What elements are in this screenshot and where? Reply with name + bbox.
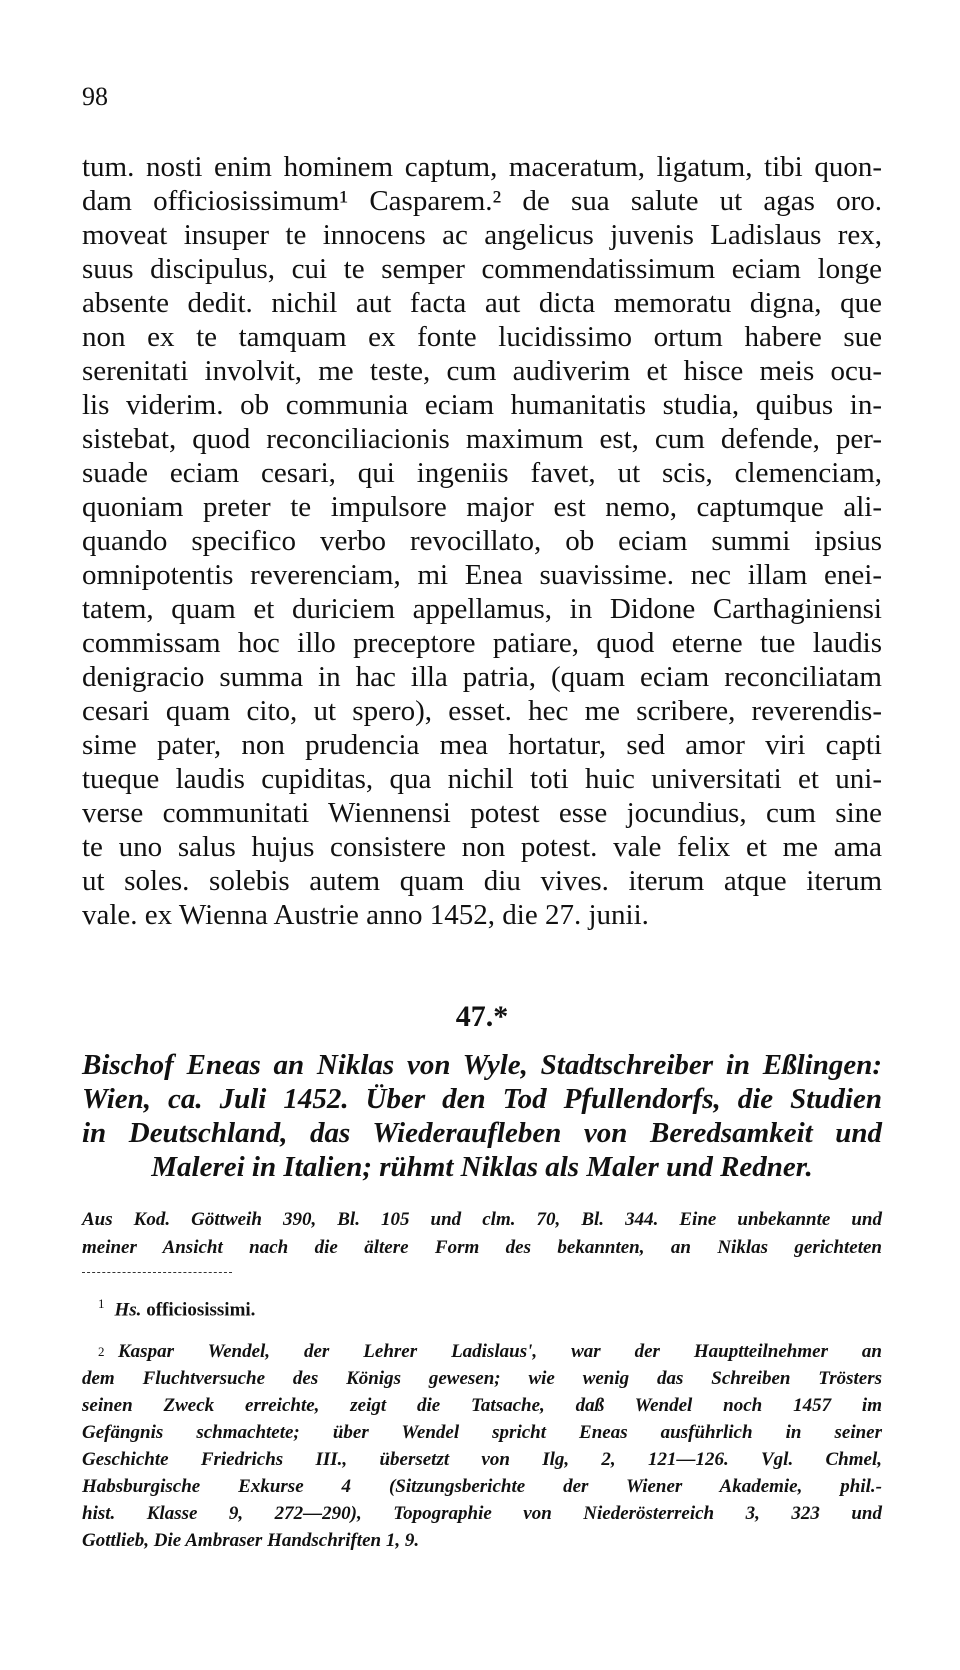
text-line: absente dedit. nichil aut facta aut dicta memoratu digna, que bbox=[82, 287, 882, 319]
source-line: Aus Kod. Göttweih 390, Bl. 105 und clm. 70, Bl. 344. Eine unbekannte und bbox=[82, 1209, 882, 1230]
text-line: omnipotentis reverenciam, mi Enea suavissime. nec illam enei- bbox=[82, 559, 882, 591]
heading-line: Wien, ca. Juli 1452. Über den Tod Pfullendorfs, die Studien bbox=[82, 1083, 882, 1115]
footnote-line: Gottlieb, Die Ambraser Handschriften 1, 9. bbox=[82, 1530, 420, 1551]
text-line: moveat insuper te innocens ac angelicus juvenis Ladislaus rex, bbox=[82, 219, 882, 251]
text-line: ut soles. solebis autem quam diu vives. iterum atque iterum bbox=[82, 865, 882, 897]
footnote-line: Habsburgische Exkurse 4 (Sitzungsberichte der Wiener Akademie, phil.- bbox=[82, 1476, 882, 1497]
text-line: vale. ex Wienna Austrie anno 1452, die 27. junii. bbox=[82, 899, 649, 931]
text-line: denigracio summa in hac illa patria, (quam eciam reconciliatam bbox=[82, 661, 882, 693]
footnote-1 bbox=[82, 1290, 882, 1321]
heading-line: Bischof Eneas an Niklas von Wyle, Stadtschreiber in Eßlingen: bbox=[82, 1049, 882, 1081]
text-line: non ex te tamquam ex fonte lucidissimo ortum habere sue bbox=[82, 321, 882, 353]
source-line: meiner Ansicht nach die ältere Form des bekannten, an Niklas gerichteten bbox=[82, 1237, 882, 1258]
footnote-line: Kaspar Wendel, der Lehrer Ladislaus', war der Hauptteilnehmer an bbox=[118, 1341, 882, 1362]
text-line: te uno salus hujus consistere non potest. vale felix et me ama bbox=[82, 831, 882, 863]
footnote-marker: 2 bbox=[98, 1344, 105, 1359]
text-line: dam officiosissimum¹ Casparem.² de sua salute ut agas oro. bbox=[82, 185, 882, 217]
text-line: serenitati involvit, me teste, cum audiverim et hisce meis ocu- bbox=[82, 355, 882, 387]
text-line: cesari quam cito, ut spero), esset. hec me scribere, reverendis- bbox=[82, 695, 882, 727]
text-line: sime pater, non prudencia mea hortatur, sed amor viri capti bbox=[82, 729, 882, 761]
footnote-line: Gefängnis schmachtete; über Wendel spricht Eneas ausführlich in seiner bbox=[82, 1422, 882, 1443]
footnote-text: officiosissimi. bbox=[146, 1299, 256, 1321]
text-line: lis viderim. ob communia eciam humanitatis studia, quibus in- bbox=[82, 389, 882, 421]
text-line: verse communitati Wiennensi potest esse jocundius, cum sine bbox=[82, 797, 882, 829]
heading-line: in Deutschland, das Wiederaufleben von Beredsamkeit und bbox=[82, 1117, 882, 1149]
letter-number: 47.* bbox=[455, 1000, 509, 1033]
text-line: tueque laudis cupiditas, qua nichil toti huic universitati et uni- bbox=[82, 763, 882, 795]
footnote-2 bbox=[82, 1338, 882, 1554]
footnote-line: Geschichte Friedrichs III., übersetzt von Ilg, 2, 121—126. Vgl. Chmel, bbox=[82, 1449, 882, 1470]
text-line: suus discipulus, cui te semper commendatissimum eciam longe bbox=[82, 253, 882, 285]
footnote-line: hist. Klasse 9, 272—290), Topographie von Niederösterreich 3, 323 und bbox=[82, 1503, 882, 1524]
text-line: sistebat, quod reconciliacionis maximum est, cum defende, per- bbox=[82, 423, 882, 455]
text-line: quoniam preter te impulsore major est nemo, captumque ali- bbox=[82, 491, 882, 523]
book-page bbox=[82, 0, 882, 1670]
text-line: suade eciam cesari, qui ingeniis favet, ut scis, clemenciam, bbox=[82, 457, 882, 489]
text-line: quando specifico verbo revocillato, ob eciam summi ipsius bbox=[82, 525, 882, 557]
footnote-label: Hs. bbox=[114, 1299, 142, 1321]
letter-heading bbox=[82, 1048, 882, 1184]
source-note bbox=[82, 1206, 882, 1262]
footnote-marker: 1 bbox=[98, 1296, 105, 1311]
footnote-line: seinen Zweck erreichte, zeigt die Tatsache, daß Wendel noch 1457 im bbox=[82, 1395, 882, 1416]
text-line: tum. nosti enim hominem captum, maceratum, ligatum, tibi quon- bbox=[82, 151, 882, 183]
footnote-line: dem Fluchtversuche des Königs gewesen; wie wenig das Schreiben Trösters bbox=[82, 1368, 882, 1389]
text-line: tatem, quam et duriciem appellamus, in Didone Carthaginiensi bbox=[82, 593, 882, 625]
text-line: commissam hoc illo preceptore patiare, quod eterne tue laudis bbox=[82, 627, 882, 659]
letter-body-text bbox=[82, 150, 882, 932]
heading-line: Malerei in Italien; rühmt Niklas als Maler und Redner. bbox=[151, 1151, 813, 1183]
page-number: 98 bbox=[82, 82, 108, 111]
footnote-divider bbox=[82, 1272, 232, 1273]
